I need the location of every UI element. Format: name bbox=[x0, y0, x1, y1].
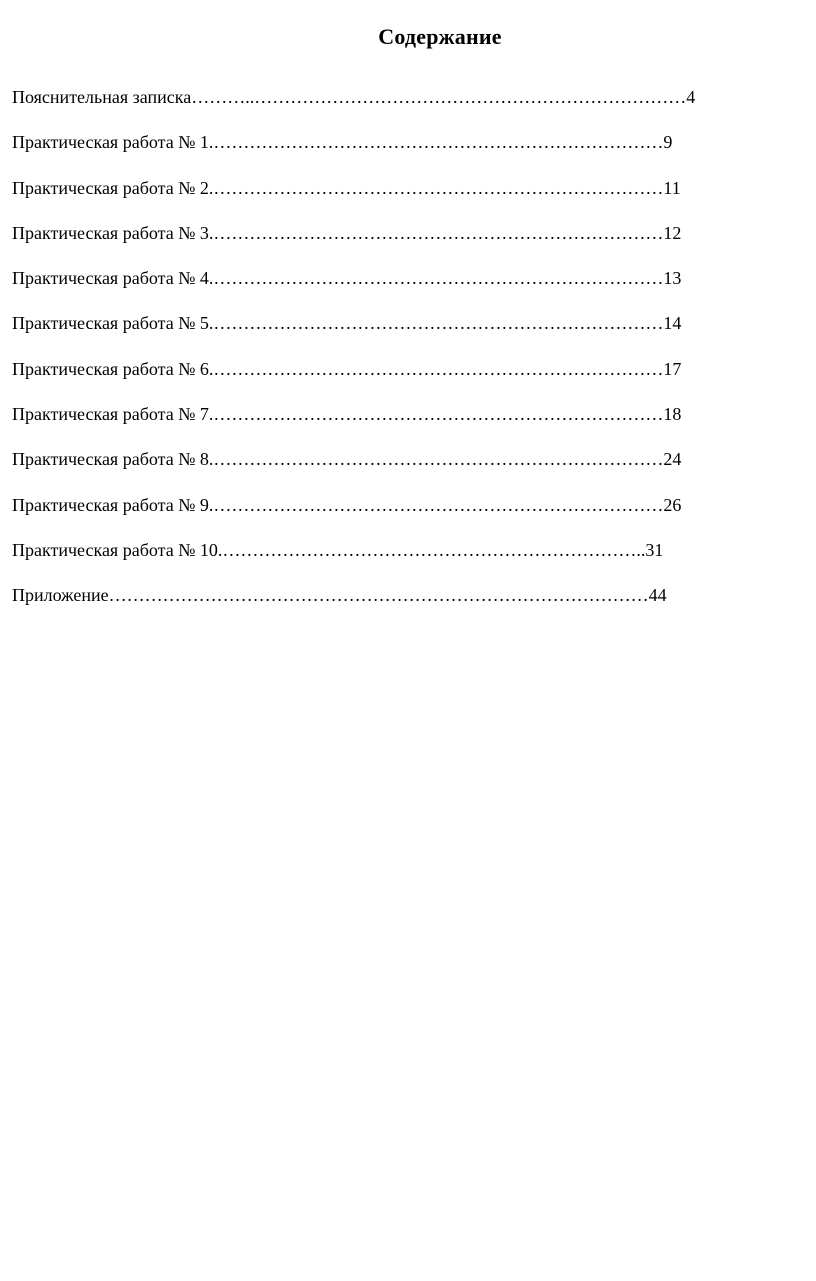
toc-entry bbox=[12, 538, 812, 583]
toc-page-number: 31 bbox=[645, 539, 664, 560]
toc-page-number: 44 bbox=[648, 585, 667, 606]
toc-leader-dots: ………………………………………………………………… bbox=[213, 404, 664, 425]
toc-leader-dots: ………………………………………………………………… bbox=[213, 222, 664, 243]
toc-leader-dots: …………………………………………………………….. bbox=[222, 539, 646, 560]
toc-leader-dots: ………………………………………………………………… bbox=[213, 313, 664, 334]
toc-leader-dots: ………………………………………………………………… bbox=[213, 358, 664, 379]
toc-entry-title: Практическая работа № 1. bbox=[12, 132, 214, 153]
toc-leader-dots: ………………………………………………………………… bbox=[213, 494, 664, 515]
toc-entry-title: Практическая работа № 6. bbox=[12, 358, 214, 379]
toc-entry bbox=[12, 85, 812, 130]
toc-page-number: 9 bbox=[663, 132, 673, 153]
toc-entry bbox=[12, 130, 812, 175]
toc-page-number: 18 bbox=[663, 404, 682, 425]
page-title: Содержание bbox=[378, 24, 502, 49]
toc-entry-title: Практическая работа № 2. bbox=[12, 177, 214, 198]
toc-page-number: 26 bbox=[663, 494, 682, 515]
toc-page-number: 24 bbox=[663, 449, 682, 470]
toc-leader-dots: ………………………………………………………………… bbox=[213, 268, 664, 289]
toc-entry bbox=[12, 402, 812, 447]
toc-leader-dots: ………………………………………………………………… bbox=[213, 132, 664, 153]
toc-entry-title: Практическая работа № 4. bbox=[12, 268, 214, 289]
toc-entry bbox=[12, 583, 812, 628]
toc-entry-title: Практическая работа № 7. bbox=[12, 404, 214, 425]
toc-leader-dots: ……………………………………………………………………………… bbox=[108, 585, 649, 606]
toc-page-number: 12 bbox=[663, 222, 682, 243]
toc-entry bbox=[12, 447, 812, 492]
toc-page-number: 14 bbox=[663, 313, 682, 334]
toc-entry bbox=[12, 357, 812, 402]
toc-page-number: 4 bbox=[686, 87, 696, 107]
table-of-contents bbox=[12, 85, 812, 629]
toc-leader-dots: ………..……………………………………………………………… bbox=[191, 87, 687, 107]
toc-leader-dots: ………………………………………………………………… bbox=[213, 177, 664, 198]
toc-entry bbox=[12, 221, 812, 266]
toc-entry-title: Практическая работа № 9. bbox=[12, 494, 214, 515]
toc-entry-title: Приложение bbox=[12, 585, 109, 606]
toc-entry-title: Практическая работа № 3. bbox=[12, 222, 214, 243]
toc-entry-title: Практическая работа № 10. bbox=[12, 539, 223, 560]
toc-entry bbox=[12, 493, 812, 538]
toc-entry bbox=[12, 266, 812, 311]
toc-entry-title: Пояснительная записка bbox=[12, 87, 192, 107]
toc-page-number: 17 bbox=[663, 358, 682, 379]
toc-page-number: 11 bbox=[663, 177, 681, 198]
toc-entry bbox=[12, 311, 812, 356]
toc-entry bbox=[12, 176, 812, 221]
toc-page-number: 13 bbox=[663, 268, 682, 289]
toc-entry-title: Практическая работа № 5. bbox=[12, 313, 214, 334]
toc-leader-dots: ………………………………………………………………… bbox=[213, 449, 664, 470]
toc-entry-title: Практическая работа № 8. bbox=[12, 449, 214, 470]
